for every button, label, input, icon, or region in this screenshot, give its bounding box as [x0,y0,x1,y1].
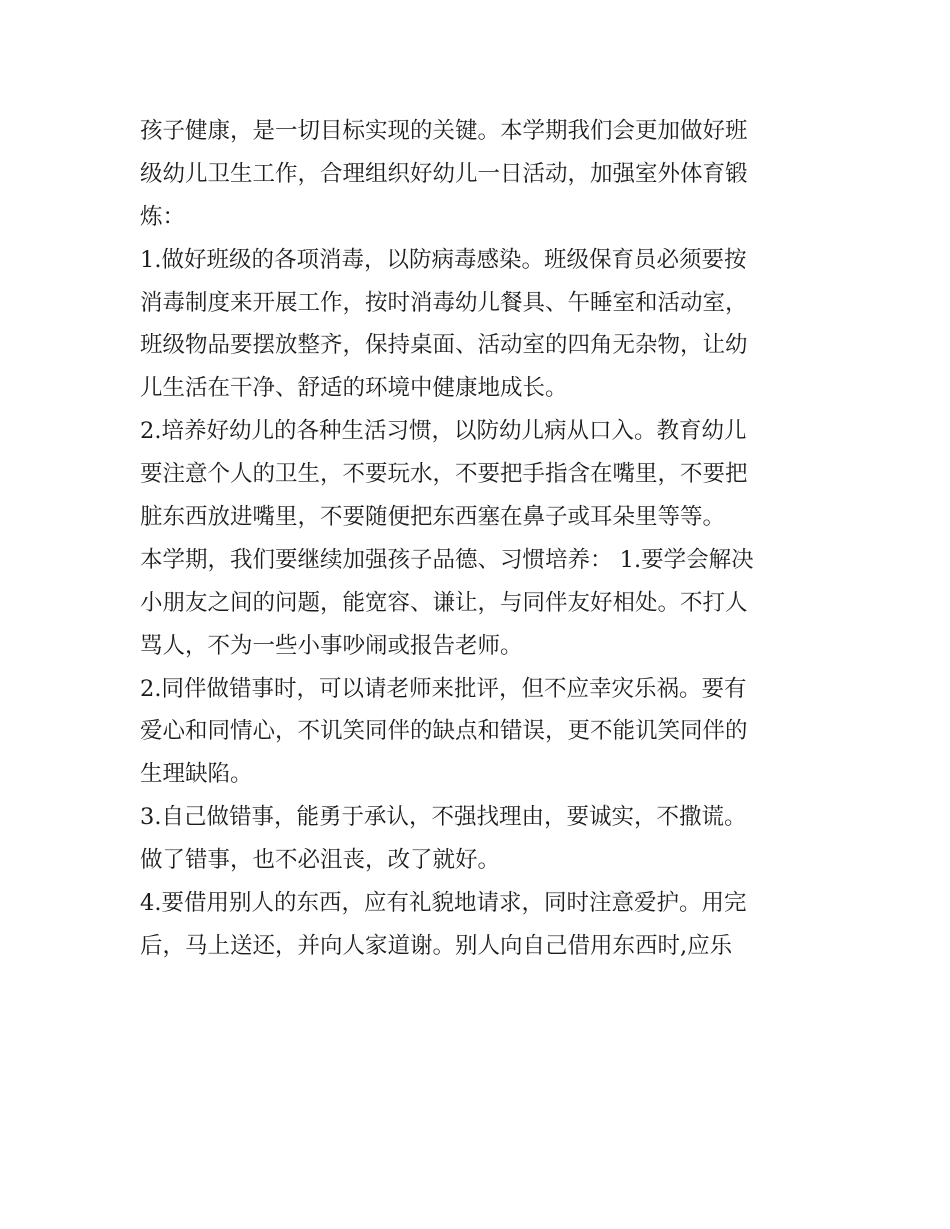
text-line: 级幼儿卫生工作，合理组织好幼儿一日活动，加强室外体育锻 [140,160,748,187]
text-line: 班级物品要摆放整齐，保持桌面、活动室的四角无杂物，让幼 [140,332,748,359]
text-line: 孩子健康，是一切目标实现的关键。本学期我们会更加做好班 [140,118,748,144]
text-line: 3.自己做错事，能勇于承认，不强找理由，要诚实，不撒谎。 [140,804,747,831]
text-line: 2.同伴做错事时，可以请老师来批评，但不应幸灾乐祸。要有 [140,675,747,702]
text-line: 后，马上送还，并向人家道谢。别人向自己借用东西时,应乐 [140,932,733,959]
document-body [140,110,820,968]
text-line: 骂人，不为一些小事吵闹或报告老师。 [140,632,523,659]
text-line: 生理缺陷。 [140,761,253,788]
text-line: 4.要借用别人的东西，应有礼貌地请求，同时注意爱护。用完 [140,890,747,917]
text-line: 儿生活在干净、舒适的环境中健康地成长。 [140,375,568,402]
text-line: 1.做好班级的各项消毒，以防病毒感染。班级保育员必须要按 [140,246,747,273]
text-line: 要注意个人的卫生，不要玩水，不要把手指含在嘴里，不要把 [140,461,748,488]
text-line: 本学期，我们要继续加强孩子品德、习惯培养： 1.要学会解决 [140,546,754,573]
text-line: 消毒制度来开展工作，按时消毒幼儿餐具、午睡室和活动室， [140,289,748,316]
text-line: 爱心和同情心，不讥笑同伴的缺点和错误，更不能讥笑同伴的 [140,718,748,745]
text-line: 脏东西放进嘴里，不要随便把东西塞在鼻子或耳朵里等等。 [140,504,726,531]
text-line: 做了错事，也不必沮丧，改了就好。 [140,847,501,874]
text-line: 2.培养好幼儿的各种生活习惯，以防幼儿病从口入。教育幼儿 [140,418,747,445]
text-line: 小朋友之间的问题，能宽容、谦让，与同伴友好相处。不打人 [140,589,748,616]
text-line: 炼： [140,203,186,230]
